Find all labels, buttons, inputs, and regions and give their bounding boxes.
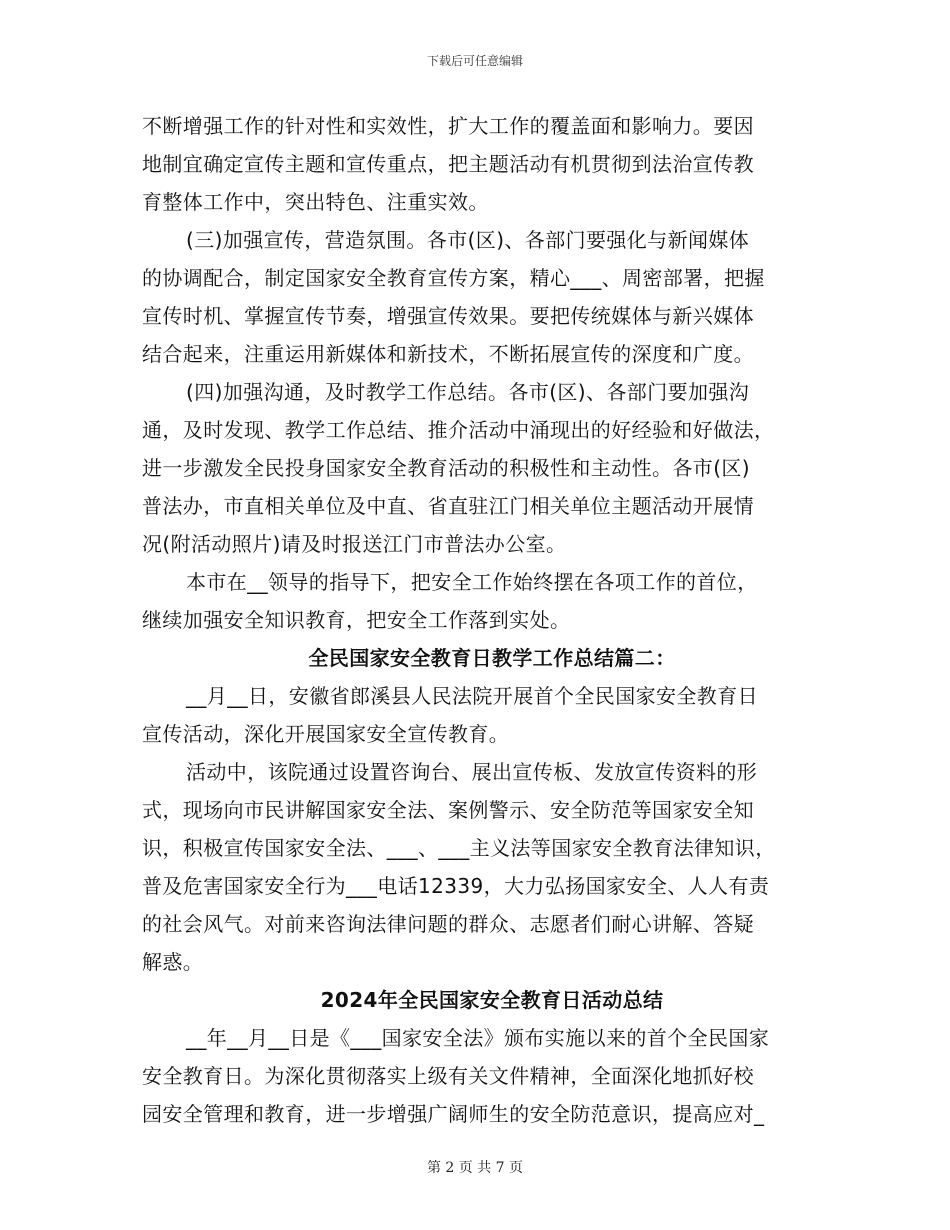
paragraph-line: 活动中，该院通过设置咨询台、展出宣传板、发放宣传资料的形 xyxy=(186,760,758,784)
paragraph-line: 园安全管理和教育，进一步增强广阔师生的安全防范意识，提高应对_ xyxy=(142,1102,765,1126)
paragraph-line: 的社会风气。对前来咨询法律问题的群众、志愿者们耐心讲解、答疑 xyxy=(142,912,754,936)
paragraph-line: 不断增强工作的针对性和实效性，扩大工作的覆盖面和影响力。要因 xyxy=(142,114,754,138)
paragraph-line: __年__月__日是《___国家安全法》颁布实施以来的首个全民国家 xyxy=(186,1026,770,1050)
paragraph-line: 本市在__领导的指导下，把安全工作始终摆在各项工作的首位， xyxy=(186,570,758,594)
paragraph-line: 宣传时机、掌握宣传节奏，增强宣传效果。要把传统媒体与新兴媒体 xyxy=(142,304,754,328)
paragraph-line: 普及危害国家安全行为___电话12339，大力弘扬国家安全、人人有责 xyxy=(142,874,770,898)
paragraph-line: 安全教育日。为深化贯彻落实上级有关文件精神，全面深化地抓好校 xyxy=(142,1064,754,1088)
paragraph-line: 宣传活动，深化开展国家安全宣传教育。 xyxy=(142,722,510,746)
paragraph-line: (四)加强沟通，及时教学工作总结。各市(区)、各部门要加强沟 xyxy=(186,380,750,404)
paragraph-line: 进一步激发全民投身国家安全教育活动的积极性和主动性。各市(区) xyxy=(142,456,751,480)
section-heading: 全民国家安全教育日教学工作总结篇二： xyxy=(308,646,676,670)
paragraph-line: 通，及时发现、教学工作总结、推介活动中涌现出的好经验和好做法， xyxy=(142,418,775,442)
page-number-footer: 第 2 页 共 7 页 xyxy=(426,1160,524,1176)
paragraph-line: __月__日，安徽省郎溪县人民法院开展首个全民国家安全教育日 xyxy=(186,684,758,708)
paragraph-line: 育整体工作中，突出特色、注重实效。 xyxy=(142,190,489,214)
section-heading: 2024年全民国家安全教育日活动总结 xyxy=(320,988,664,1012)
paragraph-line: 普法办，市直相关单位及中直、省直驻江门相关单位主题活动开展情 xyxy=(142,494,754,518)
paragraph-line: 结合起来，注重运用新媒体和新技术，不断拓展宣传的深度和广度。 xyxy=(142,342,754,366)
paragraph-line: 识，积极宣传国家安全法、___、___主义法等国家安全教育法律知识， xyxy=(142,836,776,860)
page-header-note: 下载后可任意编辑 xyxy=(426,54,523,68)
paragraph-line: 继续加强安全知识教育，把安全工作落到实处。 xyxy=(142,608,571,632)
document-body xyxy=(142,107,822,1133)
paragraph-line: 解惑。 xyxy=(142,950,204,974)
paragraph-line: 况(附活动照片)请及时报送江门市普法办公室。 xyxy=(142,532,567,556)
paragraph-line: 地制宜确定宣传主题和宣传重点，把主题活动有机贯彻到法治宣传教 xyxy=(142,152,754,176)
paragraph-line: 的协调配合，制定国家安全教育宣传方案，精心___、周密部署，把握 xyxy=(142,266,765,290)
paragraph-line: (三)加强宣传，营造氛围。各市(区)、各部门要强化与新闻媒体 xyxy=(186,228,750,252)
paragraph-line: 式，现场向市民讲解国家安全法、案例警示、安全防范等国家安全知 xyxy=(142,798,754,822)
